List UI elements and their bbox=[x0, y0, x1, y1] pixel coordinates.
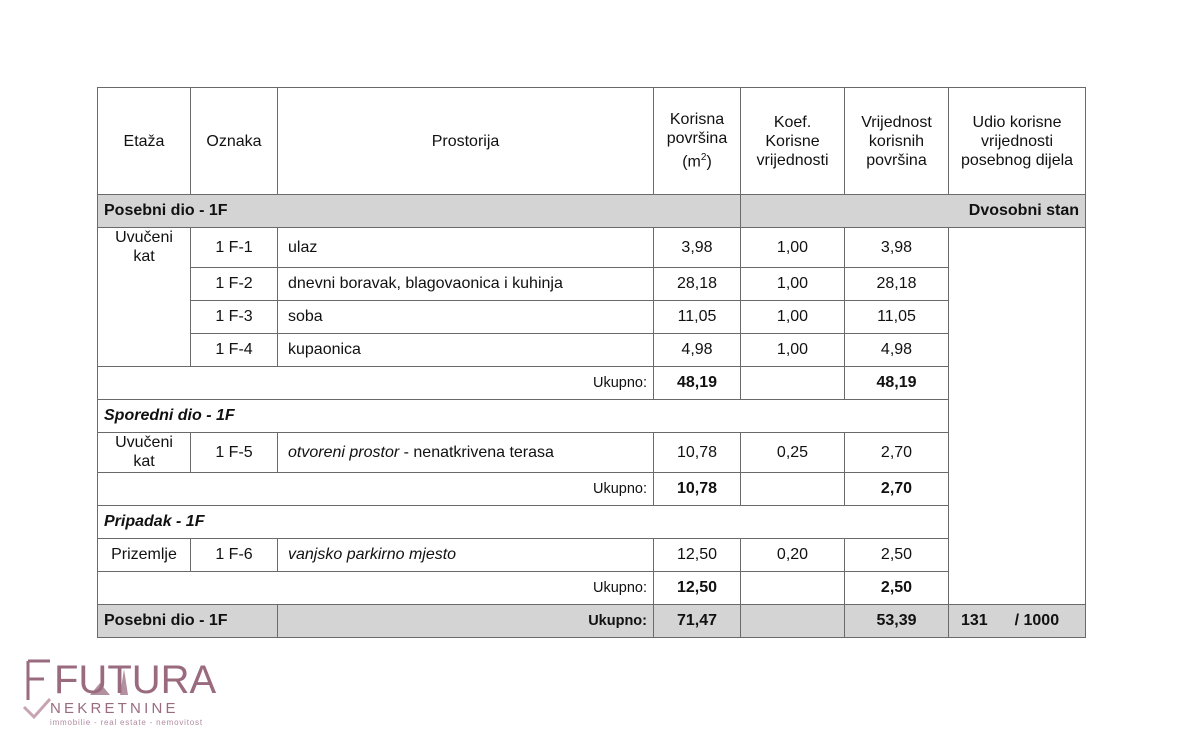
table-row bbox=[98, 539, 1086, 572]
row-vrijednost: 11,05 bbox=[845, 301, 949, 334]
header-korisna-povrsina-label: Korisna površina bbox=[666, 111, 728, 148]
logo-graphic bbox=[20, 655, 245, 735]
section-title-row bbox=[98, 506, 1086, 539]
subtotal-row bbox=[98, 473, 1086, 506]
subtotal-vrijednost: 48,19 bbox=[845, 367, 949, 400]
header-etaza: Etaža bbox=[98, 88, 191, 195]
row-vrijednost: 2,50 bbox=[845, 539, 949, 572]
logo-check-mark bbox=[24, 699, 50, 717]
total-udio bbox=[949, 605, 1086, 638]
row-vrijednost: 4,98 bbox=[845, 334, 949, 367]
header-row bbox=[98, 88, 1086, 195]
row-povrsina: 4,98 bbox=[654, 334, 741, 367]
subtotal-koef-empty bbox=[741, 367, 845, 400]
total-title: Posebni dio - 1F bbox=[98, 605, 278, 638]
header-vrijednost: Vrijednost korisnih površina bbox=[845, 88, 949, 195]
subtotal-label: Ukupno: bbox=[98, 572, 654, 605]
row-koef: 0,20 bbox=[741, 539, 845, 572]
row-koef: 1,00 bbox=[741, 268, 845, 301]
header-korisna-povrsina bbox=[654, 88, 741, 195]
row-vrijednost: 2,70 bbox=[845, 433, 949, 473]
header-udio: Udio korisne vrijednosti posebnog dijela bbox=[949, 88, 1086, 195]
table-row bbox=[98, 433, 1086, 473]
section2-title: Sporedni dio - 1F bbox=[98, 400, 949, 433]
row-koef: 1,00 bbox=[741, 228, 845, 268]
row-povrsina: 3,98 bbox=[654, 228, 741, 268]
row-vrijednost: 28,18 bbox=[845, 268, 949, 301]
total-label: Ukupno: bbox=[278, 605, 654, 638]
section3-etaza: Prizemlje bbox=[98, 539, 191, 572]
header-unit-end: ) bbox=[706, 153, 712, 171]
subtotal-koef-empty bbox=[741, 473, 845, 506]
subtotal-label: Ukupno: bbox=[98, 473, 654, 506]
row-povrsina: 11,05 bbox=[654, 301, 741, 334]
header-korisna-povrsina-unit: (m bbox=[682, 153, 701, 171]
prostorija-italic: otvoreni prostor bbox=[288, 443, 400, 461]
logo-tagline: immobilie - real estate - nemovitost bbox=[50, 718, 203, 727]
table-row bbox=[98, 301, 1086, 334]
row-oznaka: 1 F-3 bbox=[191, 301, 278, 334]
row-oznaka: 1 F-4 bbox=[191, 334, 278, 367]
logo-f-mark bbox=[28, 661, 50, 700]
total-row bbox=[98, 605, 1086, 638]
row-povrsina: 12,50 bbox=[654, 539, 741, 572]
table-row bbox=[98, 268, 1086, 301]
section-title-row bbox=[98, 195, 1086, 228]
row-prostorija: vanjsko parkirno mjesto bbox=[278, 539, 654, 572]
table-row bbox=[98, 334, 1086, 367]
row-oznaka: 1 F-1 bbox=[191, 228, 278, 268]
total-povrsina: 71,47 bbox=[654, 605, 741, 638]
table-row bbox=[98, 228, 1086, 268]
row-oznaka: 1 F-6 bbox=[191, 539, 278, 572]
row-vrijednost: 3,98 bbox=[845, 228, 949, 268]
total-koef-empty bbox=[741, 605, 845, 638]
subtotal-label: Ukupno: bbox=[98, 367, 654, 400]
subtotal-vrijednost: 2,50 bbox=[845, 572, 949, 605]
logo-name: FUTURA bbox=[54, 658, 217, 702]
futura-logo bbox=[20, 655, 245, 735]
header-koef: Koef. Korisne vrijednosti bbox=[741, 88, 845, 195]
row-koef: 0,25 bbox=[741, 433, 845, 473]
total-vrijednost: 53,39 bbox=[845, 605, 949, 638]
section1-title: Posebni dio - 1F bbox=[98, 195, 741, 228]
section-title-row bbox=[98, 400, 1086, 433]
prostorija-rest: - nenatkrivena terasa bbox=[399, 443, 554, 461]
row-koef: 1,00 bbox=[741, 334, 845, 367]
row-oznaka: 1 F-5 bbox=[191, 433, 278, 473]
subtotal-povrsina: 12,50 bbox=[654, 572, 741, 605]
subtotal-row bbox=[98, 572, 1086, 605]
section2-etaza: Uvučeni kat bbox=[98, 433, 191, 473]
header-unit-sup: 2 bbox=[700, 152, 707, 164]
logo-sub: NEKRETNINE bbox=[50, 700, 179, 717]
subtotal-koef-empty bbox=[741, 572, 845, 605]
udio-blank-cell bbox=[949, 228, 1086, 605]
row-oznaka: 1 F-2 bbox=[191, 268, 278, 301]
section1-type: Dvosobni stan bbox=[741, 195, 1086, 228]
row-koef: 1,00 bbox=[741, 301, 845, 334]
subtotal-row bbox=[98, 367, 1086, 400]
row-povrsina: 28,18 bbox=[654, 268, 741, 301]
subtotal-vrijednost: 2,70 bbox=[845, 473, 949, 506]
area-table bbox=[97, 87, 1086, 638]
udio-denominator: / 1000 bbox=[1014, 612, 1060, 629]
row-prostorija: ulaz bbox=[278, 228, 654, 268]
subtotal-povrsina: 48,19 bbox=[654, 367, 741, 400]
row-prostorija: dnevni boravak, blagovaonica i kuhinja bbox=[278, 268, 654, 301]
header-prostorija: Prostorija bbox=[278, 88, 654, 195]
header-oznaka: Oznaka bbox=[191, 88, 278, 195]
section1-etaza: Uvučeni kat bbox=[98, 228, 191, 367]
section3-title: Pripadak - 1F bbox=[98, 506, 949, 539]
udio-numerator: 131 bbox=[961, 612, 988, 629]
row-prostorija bbox=[278, 433, 654, 473]
row-povrsina: 10,78 bbox=[654, 433, 741, 473]
row-prostorija: soba bbox=[278, 301, 654, 334]
subtotal-povrsina: 10,78 bbox=[654, 473, 741, 506]
row-prostorija: kupaonica bbox=[278, 334, 654, 367]
